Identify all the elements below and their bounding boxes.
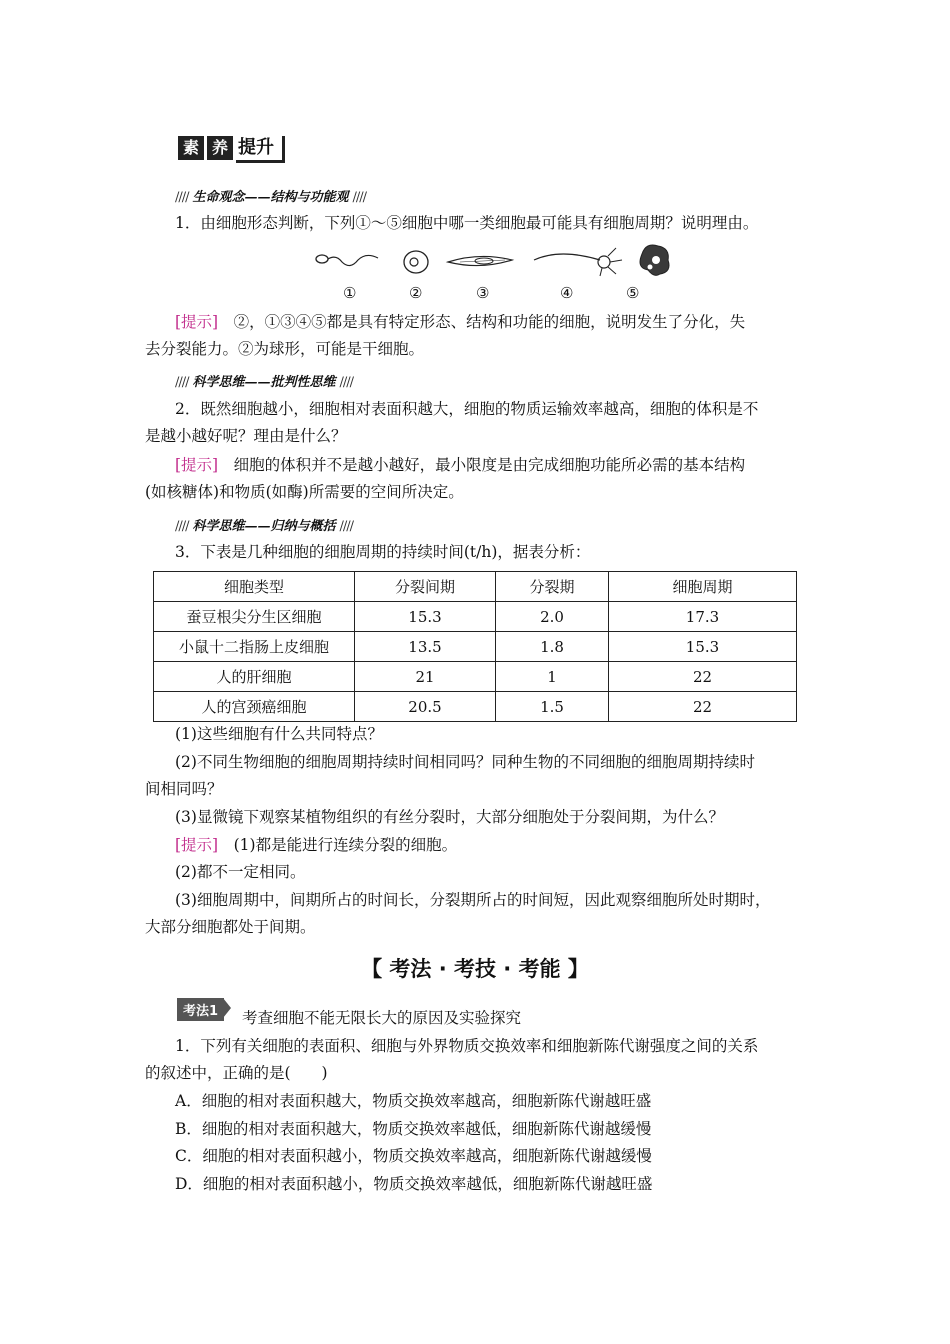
cell-label-4: ④ — [560, 284, 574, 302]
hint-2-line-2: (如核糖体)和物质(如酶)所需要的空间所决定。 — [145, 483, 464, 501]
question-3: 3．下表是几种细胞的细胞周期的持续时间(t/h)，据表分析： — [175, 543, 591, 561]
sub-question-3: (3)显微镜下观察某植物组织的有丝分裂时，大部分细胞处于分裂间期，为什么？ — [175, 808, 724, 826]
stripe-marker-icon: //// — [352, 190, 367, 205]
cell-illustrations — [300, 240, 680, 282]
sub-question-2-line-1: (2)不同生物细胞的细胞周期持续时间相同吗？同种生物的不同细胞的细胞周期持续时 — [175, 753, 755, 771]
section-heading-3: //// 科学思维——归纳与概括 //// — [175, 519, 354, 534]
irregular-cell-icon — [640, 245, 669, 275]
stripe-marker-icon: //// — [175, 190, 189, 205]
hint-2-line-1: [提示] 细胞的体积并不是越小越好，最小限度是由完成细胞功能所必需的基本结构 — [175, 456, 746, 474]
section-heading-2: //// 科学思维——批判性思维 //// — [175, 375, 354, 390]
table-row — [154, 602, 797, 632]
hint-3-line-2: (2)都不一定相同。 — [175, 863, 306, 881]
option-b: B．细胞的相对表面积越大，物质交换效率越低，细胞新陈代谢越缓慢 — [175, 1120, 652, 1138]
table-cell: 人的肝细胞 — [154, 662, 355, 692]
hint-1-line-1: [提示] ②，①③④⑤都是具有特定形态、结构和功能的细胞，说明发生了分化，失 — [175, 313, 746, 331]
method-badge — [177, 998, 231, 1021]
badge-char-1: 素 — [178, 136, 204, 160]
table-row — [154, 632, 797, 662]
table-cell: 1.8 — [496, 632, 609, 662]
table-cell: 蚕豆根尖分生区细胞 — [154, 602, 355, 632]
table-cell: 1 — [496, 662, 609, 692]
arrow-right-icon — [223, 998, 231, 1018]
table-cell: 15.3 — [609, 632, 797, 662]
question-1: 1．由细胞形态判断，下列①～⑤细胞中哪一类细胞最可能具有细胞周期？说明理由。 — [175, 214, 759, 232]
table-header: 细胞周期 — [609, 572, 797, 602]
stripe-marker-icon: //// — [339, 519, 354, 534]
hint-tag: [提示] — [175, 836, 219, 854]
sub-question-1: (1)这些细胞有什么共同特点？ — [175, 725, 383, 743]
table-cell: 21 — [355, 662, 496, 692]
table-cell: 小鼠十二指肠上皮细胞 — [154, 632, 355, 662]
sub-question-2-line-2: 间相同吗？ — [145, 780, 223, 798]
method-badge-label: 考法1 — [177, 998, 224, 1021]
cell-label-1: ① — [343, 284, 357, 302]
spindle-cell-icon — [448, 256, 512, 265]
stripe-marker-icon: //// — [175, 375, 189, 390]
hint-3-line-1: [提示] (1)都是能进行连续分裂的细胞。 — [175, 836, 458, 854]
option-d: D．细胞的相对表面积越小，物质交换效率越低，细胞新陈代谢越旺盛 — [175, 1175, 653, 1193]
hint-3-line-4: 大部分细胞都处于间期。 — [145, 918, 316, 936]
cell-label-2: ② — [409, 284, 423, 302]
mc-question-line-2: 的叙述中，正确的是( ) — [145, 1064, 328, 1082]
table-cell: 1.5 — [496, 692, 609, 722]
question-2-line-2: 是越小越好呢？理由是什么？ — [145, 427, 347, 445]
table-row — [154, 662, 797, 692]
badge-char-2: 养 — [207, 136, 233, 160]
round-stem-cell-icon — [404, 251, 428, 273]
mc-question-line-1: 1．下列有关细胞的表面积、细胞与外界物质交换效率和细胞新陈代谢强度之间的关系 — [175, 1037, 759, 1055]
section-heading-1: //// 生命观念——结构与功能观 //// — [175, 190, 367, 205]
hint-tag: [提示] — [175, 313, 219, 331]
section-title: 【 考法 · 考技 · 考能 】 — [361, 957, 589, 981]
cell-label-3: ③ — [476, 284, 490, 302]
table-header: 分裂期 — [496, 572, 609, 602]
table-cell: 人的宫颈癌细胞 — [154, 692, 355, 722]
hint-tag: [提示] — [175, 456, 219, 474]
table-row — [154, 692, 797, 722]
table-cell: 13.5 — [355, 632, 496, 662]
question-2-line-1: 2．既然细胞越小，细胞相对表面积越大，细胞的物质运输效率越高，细胞的体积是不 — [175, 400, 759, 418]
cell-label-5: ⑤ — [626, 284, 640, 302]
option-c: C．细胞的相对表面积越小，物质交换效率越高，细胞新陈代谢越缓慢 — [175, 1147, 652, 1165]
literacy-badge — [178, 136, 285, 164]
stripe-marker-icon: //// — [175, 519, 189, 534]
neuron-cell-icon — [534, 248, 622, 276]
hint-1-line-2: 去分裂能力。②为球形，可能是干细胞。 — [145, 340, 425, 358]
badge-rest: 提升 — [236, 136, 285, 163]
table-cell: 15.3 — [355, 602, 496, 632]
sperm-cell-icon — [316, 255, 378, 266]
table-header-row — [154, 572, 797, 602]
option-a: A．细胞的相对表面积越大，物质交换效率越高，细胞新陈代谢越旺盛 — [175, 1092, 652, 1110]
stripe-marker-icon: //// — [339, 375, 354, 390]
hint-3-line-3: (3)细胞周期中，间期所占的时间长，分裂期所占的时间短，因此观察细胞所处时期时， — [175, 891, 771, 909]
method-title: 考查细胞不能无限长大的原因及实验探究 — [242, 1009, 522, 1027]
table-header: 细胞类型 — [154, 572, 355, 602]
table-cell: 22 — [609, 692, 797, 722]
table-cell: 17.3 — [609, 602, 797, 632]
table-header: 分裂间期 — [355, 572, 496, 602]
table-cell: 20.5 — [355, 692, 496, 722]
table-cell: 2.0 — [496, 602, 609, 632]
cell-cycle-table — [153, 571, 797, 722]
table-cell: 22 — [609, 662, 797, 692]
